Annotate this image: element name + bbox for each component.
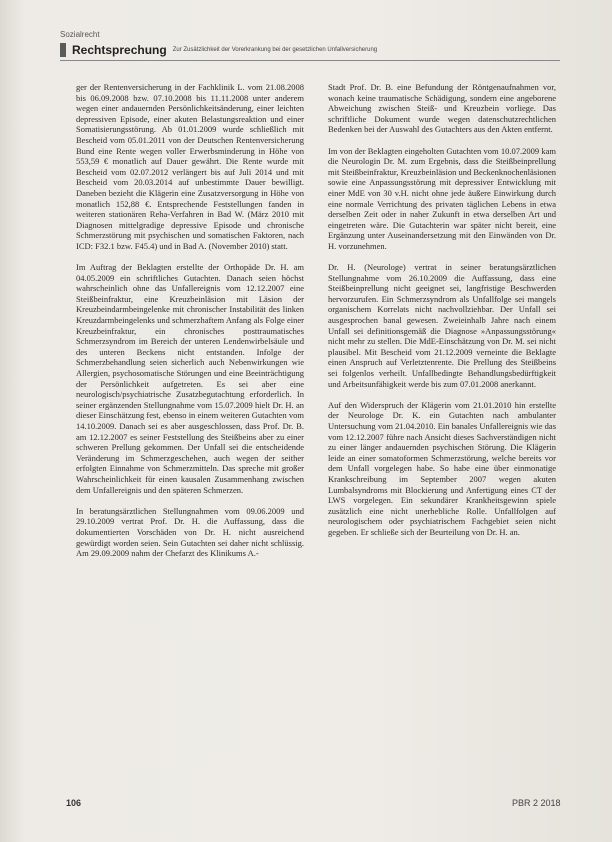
issue-label: PBR 2 2018 [512,798,561,808]
header-subtitle: Zur Zusätzlichkeit der Vorerkrankung bei der gesetzlichen Unfallversicherung [172,47,378,53]
section-label: Sozialrecht [60,30,100,39]
paragraph: In beratungsärztlichen Stellungnahmen vom 09.06.2009 und 29.10.2009 vertrat Prof. Dr. H. die Auffassung, dass die dokumentierten Vorschäden von Dr. H. nicht ausreichend gewürdigt worden seien. Sein Gutachten sei daher nicht schlüssig. Am 29.09.2009 nahm der Chefarzt des Klinikums A.- [76,505,304,559]
paragraph: ger der Rentenversicherung in der Fachklinik L. vom 21.08.2008 bis 06.09.2008 bzw. 07.10.2008 bis 11.11.2008 unter anderem wegen einer andauernden Persönlichkeitsänderung, einer leichten depressiven Episode, einer akuten Belastungsreaktion und einer Somatisierungsstörung. Ab 01.01.2009 wurde schließlich mit Bescheid vom 05.01.2011 von der Deutschen Rentenversicherung Bund eine Rente wegen voller Erwerbsminderung in Höhe von 553,59 € monatlich auf Dauer gewährt. Die Rente wurde mit Bescheid vom 02.07.2012 verlängert bis auf Juli 2014 und mit Bescheid vom 20.03.2014 auf unbestimmte Dauer bewilligt. Daneben bezieht die Klägerin eine Zusatzversorgung in Höhe von monatlich 152,88 €. Entsprechende Feststellungen fanden in weiteren stationären Reha-Verfahren in Bad W. (März 2010 mit Diagnosen mittelgradige depressive Episode und chronische Schmerzstörung mit psychischen und somatischen Faktoren, nach ICD: F32.1 bzw. F45.4) und in Bad A. (November 2010) statt. [76,82,304,251]
right-column [328,82,556,548]
paragraph: Dr. H. (Neurologe) vertrat in seiner beratungsärztlichen Stellungnahme vom 26.10.2009 die Auffassung, dass eine Steißbeinprellung nicht geeignet sei, langfristige Beschwerden hervorzurufen. Ein Schmerzsyndrom als Unfallfolge sei mangels organischem Korrelats nicht nachvollziehbar. Der Unfall sei ausgesprochen banal gewesen. Zweieinhalb Jahre nach einem Unfall sei definitionsgemäß die Diagnose »Anpassungsstörung« nicht mehr zu stellen. Die MdE-Einschätzung von Dr. M. sei nicht plausibel. Mit Bescheid vom 21.12.2009 verneinte die Beklagte einen Anspruch auf Verletztenrente. Die Prellung des Steißbeins sei folgenlos verheilt. Unfallbedingte Behandlungsbedürftigkeit und Arbeitsunfähigkeit werde bis zum 07.01.2008 anerkannt. [328,262,556,389]
paragraph: Auf den Widerspruch der Klägerin vom 21.01.2010 hin erstellte der Neurologe Dr. K. ein Gutachten nach ambulanter Untersuchung vom 21.04.2010. Ein banales Unfallereignis wie das vom 12.12.2007 führe nach Ansicht dieses Sachverständigen nicht zu einer länger andauernden psychischen Störung. Die Klägerin leide an einer somatoformen Schmerzstörung, welche bereits vor dem Unfall vorgelegen habe. So habe eine über einmonatige Krankschreibung im September 2007 wegen akuten Lumbalsyndroms mit Blockierung und Anfertigung eines CT der LWS vorgelegen. Ein sekundärer Krankheitsgewinn spiele zusätzlich eine nicht unerhebliche Rolle. Unfallfolgen auf neurologischem oder psychiatrischem Fachgebiet seien nicht gegeben. Er schließe sich der Beurteilung von Dr. H. an. [328,399,556,537]
paragraph: Stadt Prof. Dr. B. eine Befundung der Röntgenaufnahmen vor, wonach keine traumatische Schädigung, sondern eine angeborene Abweichung zwischen Steiß- und Kreuzbein vorliege. Das schriftliche Dokument wurde wegen datenschutzrechtlichen Bedenken bei der Auswahl des Gutachters aus den Akten entfernt. [328,82,556,135]
paragraph: Im von der Beklagten eingeholten Gutachten vom 10.07.2009 kam die Neurologin Dr. M. zum Ergebnis, dass die Steißbeinprellung mit Steißbeinfraktur, Kreuzbeinläsion und Beckenknochenläsionen sowie eine Anpassungsstörung mit depressiver Entwicklung mit einer MdE von 30 v.H. nicht ohne jede äußere Einwirkung durch eine normale Verrichtung des privaten täglichen Lebens in etwa derselben Zeit oder in naher Zukunft in etwa derselben Art und eingetreten wäre. Die Gutachterin war später nicht bereit, eine Ergänzung unter Auseinandersetzung mit den Einwänden von Dr. H. vorzunehmen. [328,145,556,251]
left-column [76,82,304,569]
header-title: Rechtsprechung [72,43,167,57]
paragraph: Im Auftrag der Beklagten erstellte der Orthopäde Dr. H. am 04.05.2009 ein schriftliches Gutachten. Danach seien höchst wahrscheinlich ohne das Unfallereignis vom 12.12.2007 eine Steißbeinfraktur, eine Kreuzbeinläsion mit Läsion der Kreuzbeindarmbeingelenke mit chronischer Instabilität des linken Kreuzdarmbeingelenks und schmerzhaftem Anfang als Folge einer Kreuzbeinfraktur, ein chronisches posttraumatisches Schmerzsyndrom im Bereich der unteren Lendenwirbelsäule und des unteren Beckens nicht entstanden. Infolge der Schmerzbehandlung seien sicherlich auch Nebenwirkungen wie Allergien, psychosomatische Störungen und eine Beeinträchtigung der Persönlichkeit aufgetreten. Es sei aber eine neurologisch/psychiatrische Zusatzbegutachtung erforderlich. In seiner ergänzenden Stellungnahme vom 15.07.2009 hielt Dr. H. an dieser Einschätzung fest, ebenso in einem weiteren Gutachten vom 14.10.2009. Danach sei es aber ausgeschlossen, dass Prof. Dr. B. am 12.12.2007 es seiner Feststellung des Steißbeins aber zu einer schweren Prellung gekommen. Der Unfall sei die entscheidende Veränderung im Schmerzgeschehen, auch wegen der seither erfolgten Einnahme von Schmerzmitteln. Das spreche mit großer Wahrscheinlichkeit für einen kausalen Zusammenhang zwischen dem Unfallereignis und den späteren Schmerzen. [76,262,304,495]
header-rule [60,60,560,61]
header-accent-bar [60,43,66,57]
page-header [60,42,560,58]
page-number: 106 [66,798,82,808]
